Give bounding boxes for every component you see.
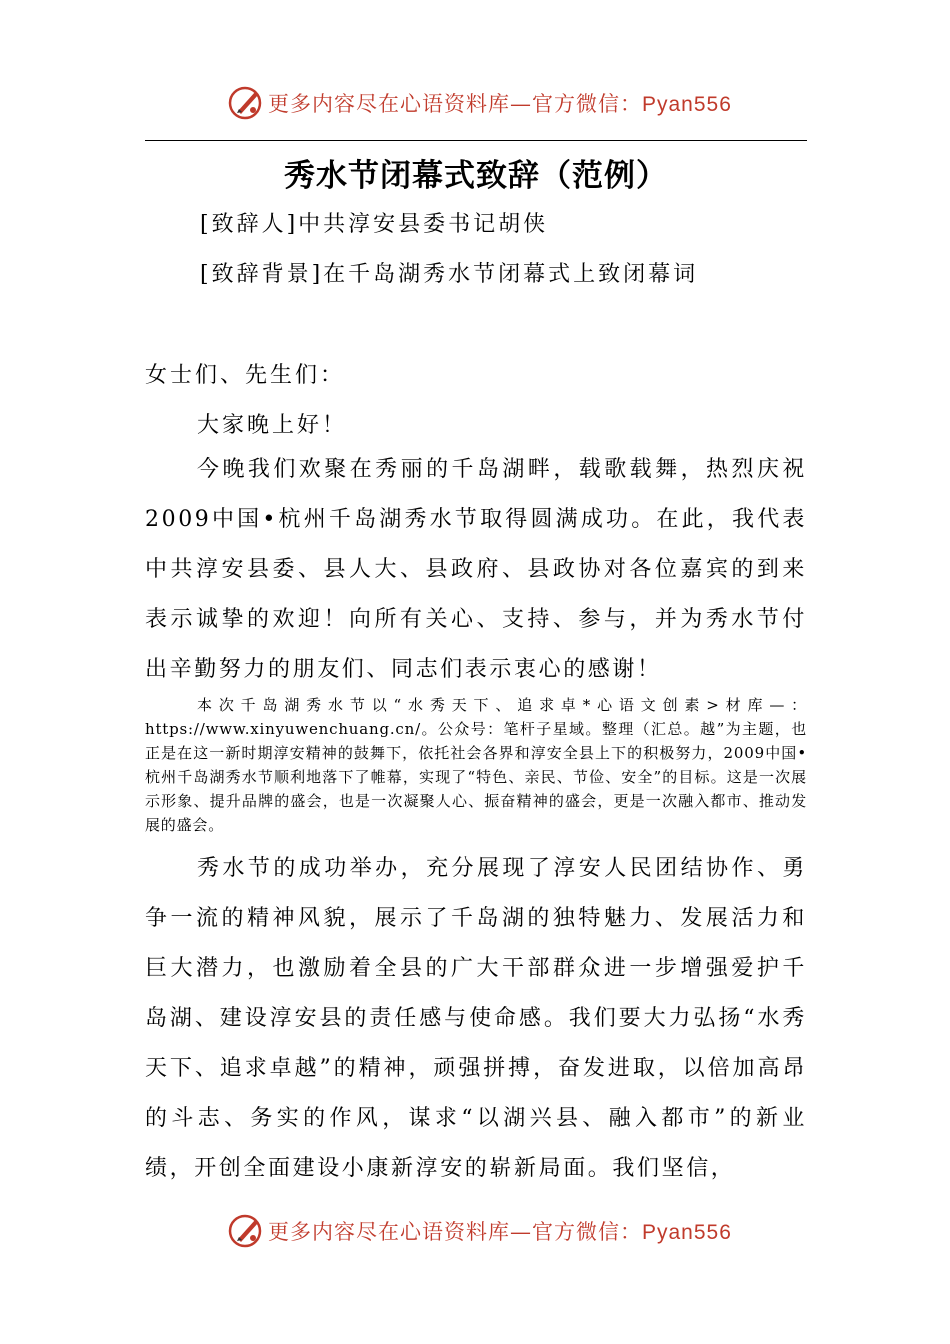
document-title: 秀水节闭幕式致辞（范例） — [284, 158, 668, 194]
pen-logo-icon — [228, 84, 264, 120]
banner-text: 更多内容尽在心语资料库—官方微信：Pyan556 — [268, 92, 732, 116]
paragraph-2-small: 本次千岛湖秀水节以“水秀天下、追求卓*心语文创素>材库—：https://www.xinyuwenchuang.cn/。公众号：笔杆子星域。整理（汇总。越”为主题，也正是在这一新时期淳安精神的鼓舞下，依托社会各界和淳安全县上下的积极努力，2009中国•杭州千岛湖秀水节顺利地落下了帷幕，实现了“特色、亲民、节俭、安全”的目标。这是一次展示形象、提升品牌的盛会，也是一次凝聚人心、振奋精神的盛会，更是一次融入都市、推动发展的盛会。 — [145, 696, 807, 834]
pen-logo-icon — [228, 1212, 264, 1248]
greeting: 大家晚上好！ — [197, 413, 348, 438]
paragraph-1: 今晚我们欢聚在秀丽的千岛湖畔，载歌载舞，热烈庆祝2009中国•杭州千岛湖秀水节取得圆满成功。在此，我代表中共淳安县委、县人大、县政府、县政协对各位嘉宾的到来表示诚挚的欢迎！向所有关心、支持、参与，并为秀水节付出辛勤努力的朋友们、同志们表示衷心的感谢！ — [145, 457, 807, 682]
header-divider — [145, 140, 807, 141]
salutation: 女士们、先生们： — [145, 363, 346, 388]
header-banner — [0, 82, 950, 122]
paragraph-3: 秀水节的成功举办，充分展现了淳安人民团结协作、勇争一流的精神风貌，展示了千岛湖的独特魅力、发展活力和巨大潜力，也激励着全县的广大干部群众进一步增强爱护千岛湖、建设淳安县的责任感与使命感。我们要大力弘扬“水秀天下、追求卓越”的精神，顽强拼搏，奋发进取，以倍加高昂的斗志、务实的作风，谋求“以湖兴县、融入都市”的新业绩，开创全面建设小康新淳安的崭新局面。我们坚信， — [145, 856, 807, 1181]
background-line: [致辞背景]在千岛湖秀水节闭幕式上致闭幕词 — [200, 262, 699, 287]
footer-banner — [0, 1210, 950, 1250]
footer-banner-text: 更多内容尽在心语资料库—官方微信：Pyan556 — [268, 1220, 732, 1244]
speaker-line: [致辞人]中共淳安县委书记胡侠 — [200, 212, 549, 237]
